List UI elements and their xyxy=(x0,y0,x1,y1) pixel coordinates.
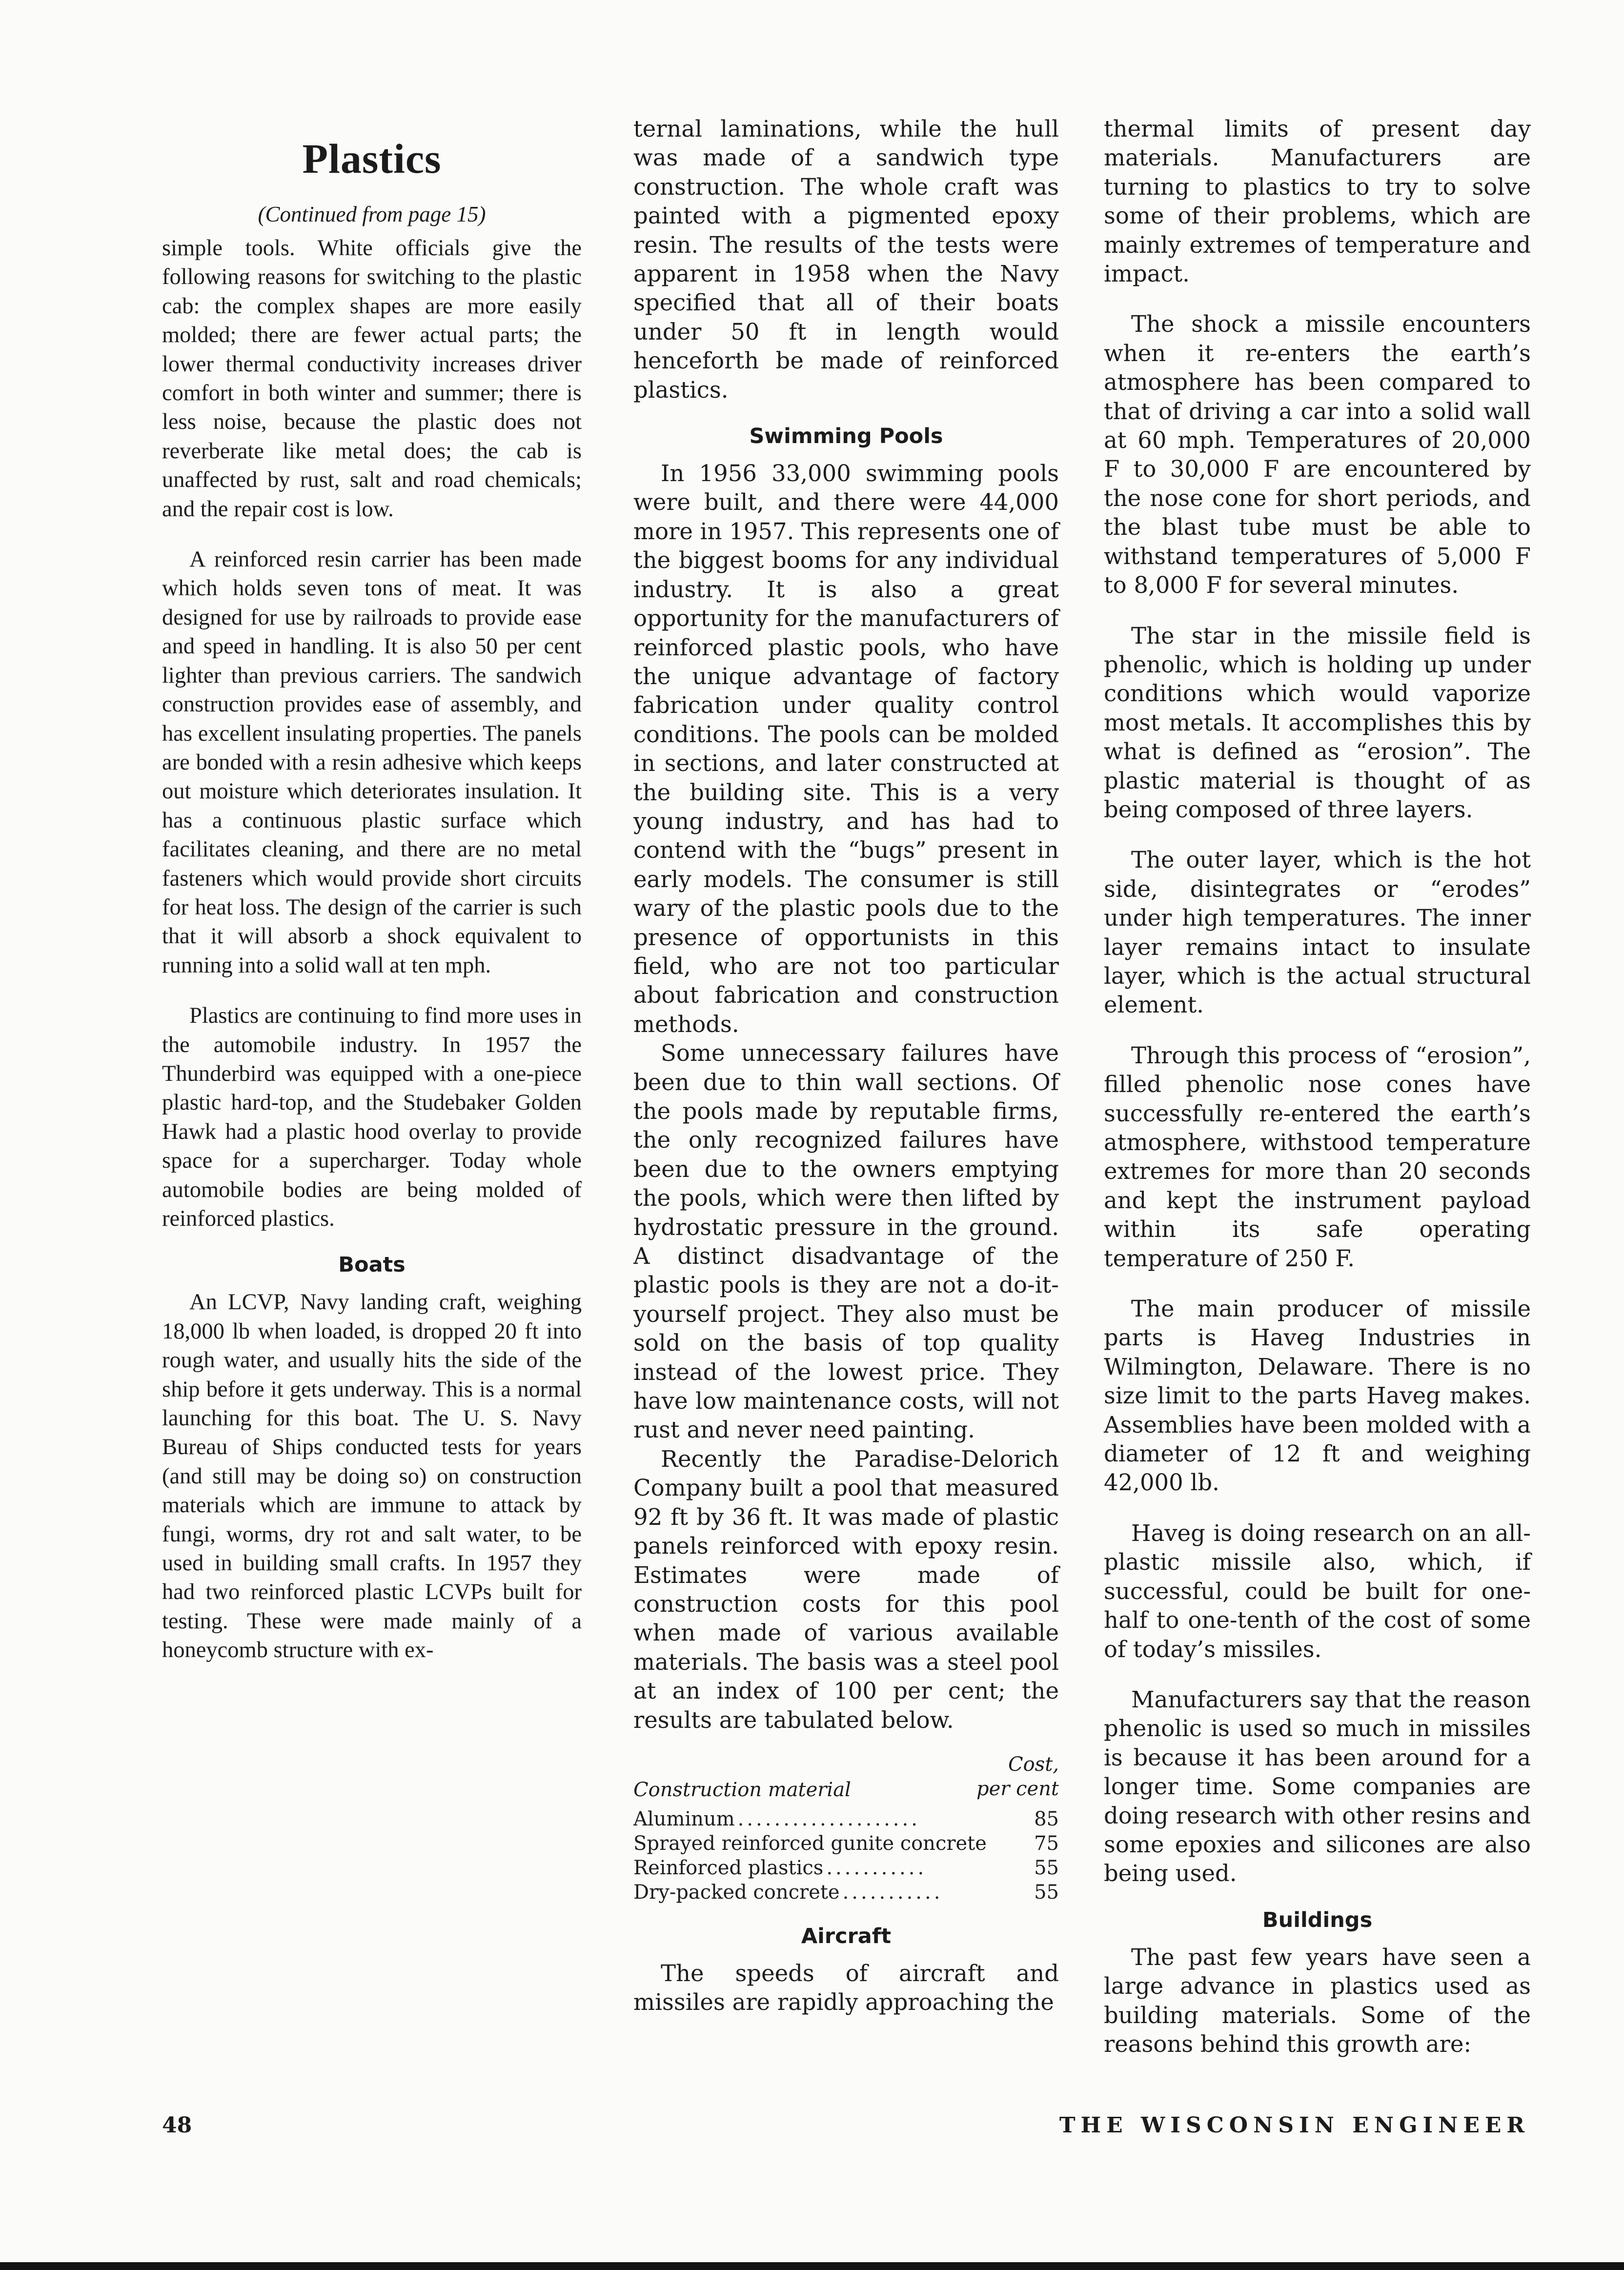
paragraph: Recently the Paradise-Delorich Company built a pool that measured 92 ft by 36 ft. It was made of plastic panels reinforced with epoxy resin. Estimates were made of construction costs for this pool when made of various available materials. The basis was a steel pool at an index of 100 per cent; the results are tabulated below. xyxy=(633,1445,1059,1733)
paragraph: simple tools. White officials give the following reasons for switching to the plastic cab: the complex shapes are more easily molded; there are fewer actual parts; the lower thermal conductivity increases driver comfort in both winter and summer; there is less noise, because the plastic does not reverberate like metal does; the cab is unaffected by rust, salt and road chemicals; and the repair cost is low. xyxy=(162,236,582,522)
page-number: 48 xyxy=(162,2113,192,2138)
paragraph: Through this process of “erosion”, filled phenolic nose cones have successfully re-entered the earth’s atmosphere, withstood temperature extremes for more than 20 seconds and kept the instrument payload within its safe operating temperature of 250 F. xyxy=(1104,1042,1531,1272)
column-3 xyxy=(1104,115,1531,2059)
column-2 xyxy=(633,115,1059,2017)
column-1 xyxy=(162,115,582,1665)
journal-name: THE WISCONSIN ENGINEER xyxy=(1059,2113,1530,2138)
section-heading-boats: Boats xyxy=(338,1253,406,1277)
paragraph: The star in the missile field is phenolic, which is holding up under conditions which would vaporize most metals. It accomplishes this by what is defined as “erosion”. The plastic material is thought of as being composed of three layers. xyxy=(1104,622,1531,823)
table-row: Aluminum .................... 85 xyxy=(633,1807,1059,1830)
page-edge xyxy=(0,2262,1624,2270)
paragraph: In 1956 33,000 swimming pools were built, and there were 44,000 more in 1957. This represents one of the biggest booms for any individual industry. It is also a great opportunity for the manufacturers of reinforced plastic pools, who have the unique advantage of factory fabrication under quality control conditions. The pools can be molded in sections, and later constructed at the building site. This is a very young industry, and has had to contend with the “bugs” present in early models. The consumer is still wary of the plastic pools due to the presence of opportunists in this field, who are not too particular about fabrication and construction methods. xyxy=(633,460,1059,1037)
paragraph: Haveg is doing research on an all-plastic missile also, which, if successful, could be built for one-half to one-tenth of the cost of some of today’s missiles. xyxy=(1104,1520,1531,1662)
paragraph: A reinforced resin carrier has been made which holds seven tons of meat. It was designed for use by railroads to provide ease and speed in handling. It is also 50 per cent lighter than previous carriers. The sandwich construction provides ease of assembly, and has excellent insulating properties. The panels are bonded with a resin adhesive which keeps out moisture which deteriorates insulation. It has a continuous plastic surface which facilitates cleaning, and there are no metal fasteners which would provide short circuits for heat loss. The design of the carrier is such that it will absorb a shock equivalent to running into a solid wall at ten mph. xyxy=(162,547,582,978)
paragraph: The speeds of aircraft and missiles are rapidly approaching the xyxy=(633,1960,1059,2016)
section-heading-swimming-pools: Swimming Pools xyxy=(749,424,943,449)
paragraph: thermal limits of present day materials. Manufacturers are turning to plastics to try to solve some of their problems, which are mainly extremes of temperature and impact. xyxy=(1104,116,1531,287)
paragraph: ternal laminations, while the hull was made of a sandwich type construction. The whole craft was painted with a pigmented epoxy resin. The results of the tests were apparent in 1958 when the Navy specified that all of their boats under 50 ft in length would henceforth be made of reinforced plastics. xyxy=(633,116,1059,403)
paragraph: An LCVP, Navy landing craft, weighing 18,000 lb when loaded, is dropped 20 ft into rough water, and usually hits the side of the ship before it gets underway. This is a normal launching for this boat. The U. S. Navy Bureau of Ships conducted tests for years (and still may be doing so) on construction materials which are immune to attack by fungi, worms, dry rot and salt water, to be used in building small crafts. In 1957 they had two reinforced plastic LCVPs built for testing. These were made mainly of a honeycomb structure with ex- xyxy=(162,1290,582,1663)
paragraph: The past few years have seen a large advance in plastics used as building materials. Some of the reasons behind this growth are: xyxy=(1104,1944,1531,2057)
table-header xyxy=(633,1752,1059,1801)
paragraph: The main producer of missile parts is Haveg Industries in Wilmington, Delaware. There is no size limit to the parts Haveg makes. Assemblies have been molded with a diameter of 12 ft and weighing 42,000 lb. xyxy=(1104,1296,1531,1496)
section-heading-buildings: Buildings xyxy=(1262,1907,1373,1932)
table-row: Reinforced plastics ........... 55 xyxy=(633,1856,1059,1879)
section-heading-aircraft: Aircraft xyxy=(801,1924,892,1948)
paragraph: The shock a missile encounters when it re-enters the earth’s atmosphere has been compared to that of driving a car into a solid wall at 60 mph. Temperatures of 20,000 F to 30,000 F are encountered by the nose cone for short periods, and the blast tube must be able to withstand temperatures of 5,000 F to 8,000 F for several minutes. xyxy=(1104,311,1531,599)
cost-table xyxy=(633,1752,1059,1905)
table-row: Sprayed reinforced gunite concrete 75 xyxy=(633,1832,1059,1855)
paragraph: Manufacturers say that the reason phenolic is used so much in missiles is because it has been around for a longer time. Some companies are doing research with other resins and some epoxies and silicones are also being used. xyxy=(1104,1686,1531,1887)
header-material: Construction material xyxy=(633,1778,851,1801)
continued-note: (Continued from page 15) xyxy=(258,202,486,226)
paragraph: Plastics are continuing to find more uses in the automobile industry. In 1957 the Thunderbird was equipped with a one-piece plastic hard-top, and the Studebaker Golden Hawk had a plastic hood overlay to provide space for a supercharger. Today whole automobile bodies are being molded of reinforced plastics. xyxy=(162,1003,582,1231)
article-title: Plastics xyxy=(302,135,442,182)
table-row: Dry-packed concrete ........... 55 xyxy=(633,1881,1059,1904)
paragraph: Some unnecessary failures have been due to thin wall sections. Of the pools made by reputable firms, the only recognized failures have been due to the owners emptying the pools, which were then lifted by hydrostatic pressure in the ground. A distinct disadvantage of the plastic pools is they are not a do-it-yourself project. They also must be sold on the basis of top quality instead of the lowest price. They have low maintenance costs, will not rust and never need painting. xyxy=(633,1040,1059,1443)
paragraph: The outer layer, which is the hot side, disintegrates or “erodes” under high temperatures. The inner layer remains intact to insulate layer, which is the actual structural element. xyxy=(1104,847,1531,1018)
header-cost: Cost, per cent xyxy=(976,1753,1059,1800)
